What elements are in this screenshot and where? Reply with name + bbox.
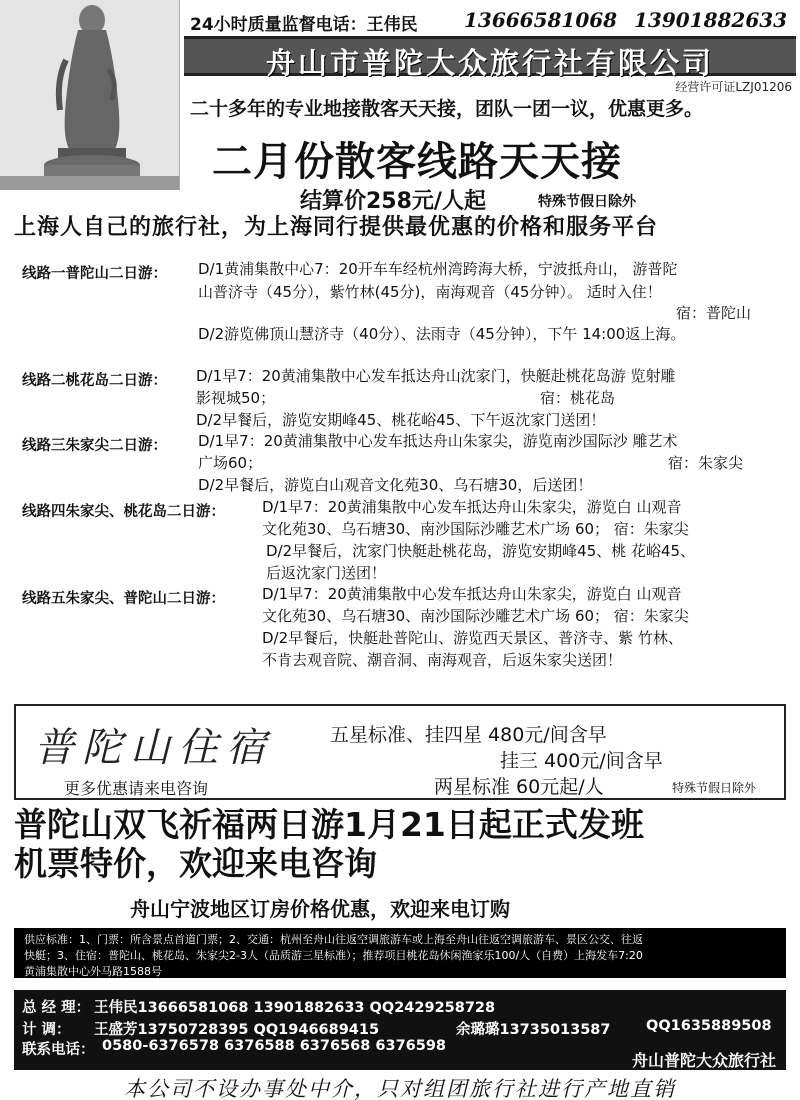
route-3-line: 宿：朱家尖 <box>668 454 744 472</box>
route-3-line: D/2早餐后，游览白山观音文化苑30、乌石塘30，后送团！ <box>198 476 593 494</box>
route-2-line: D/2早餐后，游览安期峰45、桃花峪45、下午返沈家门送团！ <box>196 411 606 429</box>
gm-contact: 王伟民13666581068 13901882633 QQ2429258728 <box>94 1000 496 1016</box>
guanyin-statue-photo <box>0 0 180 190</box>
route-2-line: D/1早7：20黄浦集散中心发车抵达舟山沈家门，快艇赴桃花岛游 览射雕 <box>196 367 676 385</box>
footer-company: 舟山普陀大众旅行社 <box>631 1051 776 1070</box>
hotline-phone-2: 13901882633 <box>634 8 788 32</box>
hotline-label: 24小时质量监督电话：王伟民 <box>190 15 418 35</box>
planner2-qq: QQ1635889508 <box>646 1018 772 1034</box>
hotline-bar <box>182 6 798 34</box>
price: 结算价258元/人起 <box>300 189 486 214</box>
route-2-line: 影视城50； <box>196 389 276 407</box>
phone-numbers: 0580-6376578 6376588 6376568 6376598 <box>102 1038 447 1054</box>
planner2-contact: 余璐璐13735013587 <box>456 1022 611 1038</box>
route-1-title: 线路一普陀山二日游： <box>22 266 167 282</box>
route-1-line: D/2游览佛顶山慧济寺（40分）、法雨寺（45分钟），下午 14:00返上海。 <box>198 325 686 343</box>
planner-contact: 王盛芳13750728395 QQ1946689415 <box>94 1022 380 1038</box>
route-5-line: D/1早7：20黄浦集散中心发车抵达舟山朱家尖，游览白 山观音 <box>262 585 682 603</box>
route-3-line: D/1早7：20黄浦集散中心发车抵达舟山朱家尖，游览南沙国际沙 雕艺术 <box>198 432 678 450</box>
company-name: 舟山市普陀大众旅行社有限公司 <box>265 46 714 80</box>
supply-line: 快艇；3、住宿：普陀山、桃花岛、朱家尖2-3人（品质游三星标准）；推荐项目桃花岛休闲渔家乐100/人（自费）上海发车7:20 <box>24 948 643 962</box>
route-3-title: 线路三朱家尖二日游： <box>22 438 167 454</box>
route-2-line: 宿：桃花岛 <box>540 389 616 407</box>
hotline-phone-1: 13666581068 <box>464 8 618 32</box>
route-4-title: 线路四朱家尖、桃花岛二日游： <box>22 504 225 520</box>
license-number: 经营许可证LZJ01206 <box>675 80 792 94</box>
company-banner <box>184 36 796 80</box>
lodging-rate-three-star: 挂三 400元/间含早 <box>500 750 663 772</box>
flight-headline-line-1: 普陀山双飞祈福两日游1月21日起正式发班 <box>14 805 644 844</box>
planner-label: 计 调： <box>22 1022 71 1038</box>
route-3-line: 广场60； <box>198 454 263 472</box>
route-5-line: D/2早餐后，快艇赴普陀山、游览西天景区、普济寺、紫 竹林、 <box>262 629 683 647</box>
route-1-line: 山普济寺（45分），紫竹林(45分)，南海观音（45分钟）。 适时入住！ <box>198 283 662 301</box>
route-4-line: 后返沈家门送团！ <box>266 564 387 582</box>
main-title: 二月份散客线路天天接 <box>212 139 622 185</box>
disclaimer: 本公司不设办事处中介，只对组团旅行社进行产地直销 <box>124 1077 676 1100</box>
route-1-line: D/1黄浦集散中心7：20开车车经杭州湾跨海大桥，宁波抵舟山， 游普陀 <box>198 260 678 278</box>
route-4-line: 文化苑30、乌石塘30、南沙国际沙雕艺术广场 60； 宿：朱家尖 <box>262 520 689 538</box>
flight-headline <box>14 806 644 884</box>
route-5-line: 文化苑30、乌石塘30、南沙国际沙雕艺术广场 60； 宿：朱家尖 <box>262 607 689 625</box>
slogan: 二十多年的专业地接散客天天接，团队一团一议，优惠更多。 <box>190 98 704 120</box>
lodging-rate-five-star: 五星标准、挂四星 480元/间含早 <box>330 724 607 746</box>
supply-standard-box <box>14 928 786 978</box>
lodging-title: 普陀山住宿 <box>34 725 274 771</box>
lodging-box <box>14 704 786 800</box>
contacts-box <box>14 990 786 1070</box>
phone-label: 联系电话： <box>22 1042 95 1058</box>
route-1-line: 宿：普陀山 <box>676 304 752 322</box>
route-4-line: D/1早7：20黄浦集散中心发车抵达舟山朱家尖，游览白 山观音 <box>262 498 682 516</box>
lodging-subtitle: 更多优惠请来电咨询 <box>64 779 209 798</box>
route-5-line: 不肯去观音院、潮音洞、南海观音，后返朱家尖送团！ <box>262 651 623 669</box>
statue-icon <box>0 0 180 190</box>
lodging-rate-two-star: 两星标准 60元起/人 <box>434 776 604 798</box>
flight-headline-line-2: 机票特价，欢迎来电咨询 <box>14 843 377 883</box>
gm-label: 总 经 理： <box>22 1000 91 1016</box>
supply-line: 供应标准：1、门票：所含景点首道门票；2、交通：杭州至舟山往返空调旅游车或上海至舟山往返空调旅游车、景区公交、往返 <box>24 933 643 946</box>
route-4-line: D/2早餐后，沈家门快艇赴桃花岛，游览安期峰45、桃 花峪45、 <box>266 542 696 560</box>
tagline: 上海人自己的旅行社，为上海同行提供最优惠的价格和服务平台 <box>14 215 659 240</box>
supply-line: 黄浦集散中心外马路1588号 <box>24 964 162 978</box>
price-note: 特殊节假日除外 <box>538 194 636 210</box>
route-5-title: 线路五朱家尖、普陀山二日游： <box>22 591 225 607</box>
lodging-note: 特殊节假日除外 <box>672 781 757 795</box>
booking-note: 舟山宁波地区订房价格优惠，欢迎来电订购 <box>130 897 510 921</box>
route-2-title: 线路二桃花岛二日游： <box>22 373 167 389</box>
